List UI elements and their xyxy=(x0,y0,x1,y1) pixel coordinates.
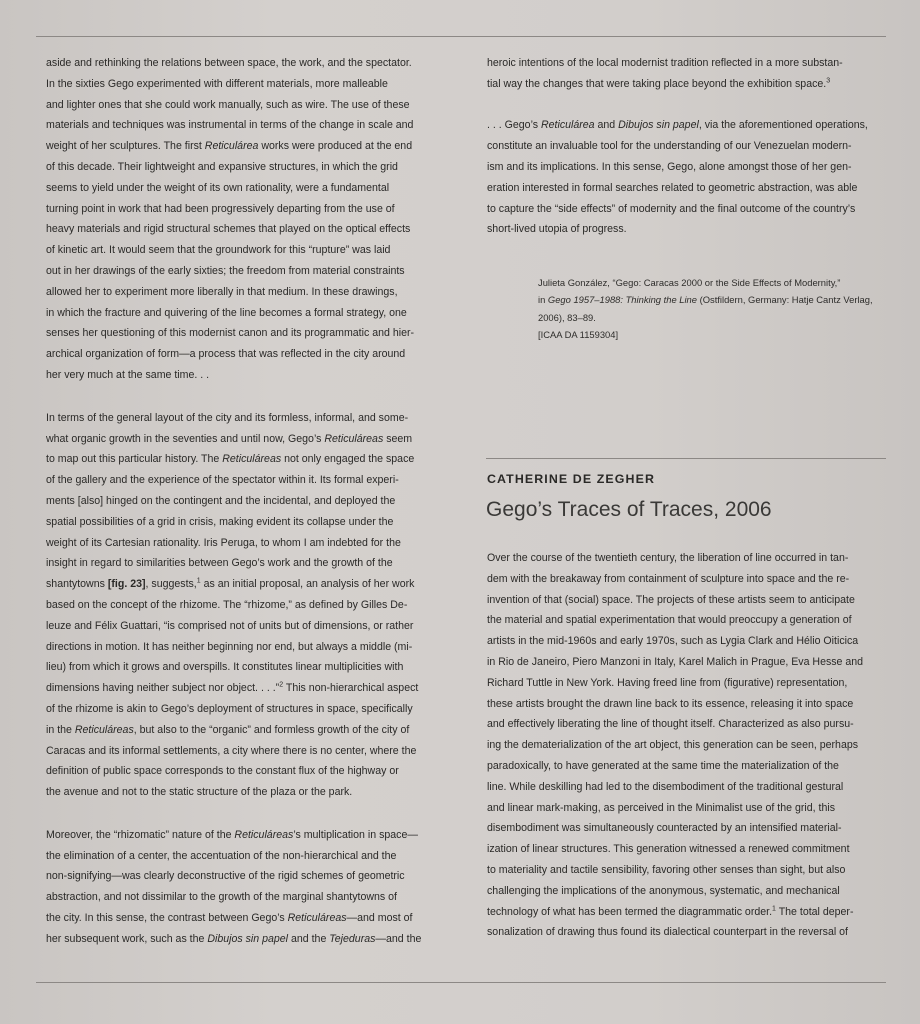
bottom-rule xyxy=(36,982,886,983)
footnote-marker: 1 xyxy=(196,577,201,585)
footnote-marker: 1 xyxy=(772,905,776,913)
paragraph: Over the course of the twentieth century, the liberation of line occurred in tan- dem with the breakaway from containment of sculpture into space and the re- invention of that (social) space. The projects of these artists seem to anticipate the material and spatial experimentation that would preoccupy a generation of artists in the mid-1960s and early 1970s, such as Lygia Clark and Hélio Oiticica in Rio de Janeiro, Piero Manzoni in Italy, Karel Malich in Prague, Eva Hesse and Richard Tuttle in New York. Having freed line from (figurative) representation, these artists brought the drawn line back to its essence, releasing it into space and effectively liberating the line of thought itself. Characterized as also pursu- ing the dematerialization of the art object, this generation can be seen, perhaps paradoxically, to have generated at the same time the materialization of the line. While deskilling had led to the disembodiment of the traditional gestural and linear mark-making, as perceived in the Minimalist use of the grid, this disembodiment was simultaneously counteracted by an intensified material- ization of linear structures. This generation witnessed a renewed commitment to materiality and tactile sensibility, favoring other senses than sight, but also challenging the implications of the anonymous, systematic, and mechanical technology of what has been termed the diagrammatic order.$^1$ The total deper- sonalization of drawing thus found its dialectical counterpart in the reversal of xyxy=(487,552,864,939)
paragraph: . . . Gego’s Reticulárea and Dibujos sin papel, via the aforementioned operations, constitute an invaluable tool for the understanding of our Venezuelan modern- ism and its implications. In this sense, Gego, alone amongst those of her gen- eration interested in formal searches related to geometric abstraction, was able to capture the “side effects” of modernity and the final outcome of the country’s short-lived utopia of progress. xyxy=(487,119,868,236)
footnote-marker: 2 xyxy=(279,681,284,689)
section-body xyxy=(487,548,887,943)
right-column xyxy=(487,53,887,240)
top-rule xyxy=(36,36,886,37)
footnote-marker: 3 xyxy=(826,77,831,85)
citation: Julieta González, “Gego: Caracas 2000 or the Side Effects of Modernity,” in Gego 1957–1988: Thinking the Line (Ostfildern, Germany: Hatje Cantz Verlag, 2006), 83–89. [ICAA DA 1159304] xyxy=(538,277,873,341)
paragraph: heroic intentions of the local modernist tradition reflected in a more substan- tial way the changes that were taking place beyond the exhibition space.$^3$ xyxy=(487,57,843,90)
section-author: CATHERINE DE ZEGHER xyxy=(487,472,655,486)
figure-reference: [fig. 23] xyxy=(107,578,146,591)
section-rule xyxy=(486,458,886,459)
paragraph: In terms of the general layout of the city and its formless, informal, and some- what organic growth in the seventies and until now, Gego’s Reticuláreas seem to map out this particular history. The Reticuláreas not only engaged the space of the gallery and the experience of the spectator within it. Its formal experi- ments [also] hinged on the contingent and the incidental, and deployed the spatial possibilities of a grid in crisis, making evident its collapse under the weight of its Cartesian rationality. Iris Peruga, to whom I am indebted for the insight in regard to similarities between Gego’s work and the growth of the shantytowns [fig. 23], suggests,$^1$ as an initial proposal, an analysis of her work based on the concept of the rhizome. The “rhizome,” as defined by Gilles De- leuze and Félix Guattari, “is comprised not of units but of dimensions, or rather directions in motion. It has neither beginning nor end, but always a middle (mi- lieu) from which it grows and overspills. It constitutes linear multiplicities with dimensions having neither subject nor object. . . .”$^2$ This non-hierarchical aspect of the rhizome is akin to Gego’s deployment of structures in space, specifically in the Reticuláreas, but also to the “organic” and formless growth of the city of Caracas and its informal settlements, a city where there is no center, where the definition of public space corresponds to the constant flux of the highway or the avenue and not to the static structure of the plaza or the park. xyxy=(46,411,419,799)
left-column xyxy=(46,53,450,950)
paragraph: Moreover, the “rhizomatic” nature of the Reticuláreas’s multiplication in space— the elimination of a center, the accentuation of the non-hierarchical and the non-signifying—was clearly deconstructive of the rigid schemes of geometric abstraction, and not dissimilar to the growth of the marginal shantytowns of the city. In this sense, the contrast between Gego’s Reticuláreas—and most of her subsequent work, such as the Dibujos sin papel and the Tejeduras—and the xyxy=(46,828,422,945)
paragraph: aside and rethinking the relations between space, the work, and the spectator. In the sixties Gego experimented with different materials, more malleable and lighter ones that she could work manually, such as wire. The use of these materials and techniques was instrumental in terms of the change in scale and weight of her sculptures. The first Reticulárea works were produced at the end of this decade. Their lightweight and expansive structures, in which the grid seems to yield under the weight of its own rationality, were a fundamental turning point in work that had been progressively departing from the use of heavy materials and rigid structural schemes that played on the optical effects of kinetic art. It would seem that the groundwork for this “rupture” was laid out in her drawings of the early sixties; the freedom from material constraints allowed her to experiment more liberally in that medium. In these drawings, in which the fracture and quivering of the line becomes a formal strategy, one senses her questioning of this modernist canon and its programmatic and hier- archical organization of form—a process that was reflected in the city around her very much at the same time. . . xyxy=(46,57,415,381)
section-title: Gego’s Traces of Traces, 2006 xyxy=(486,498,772,521)
